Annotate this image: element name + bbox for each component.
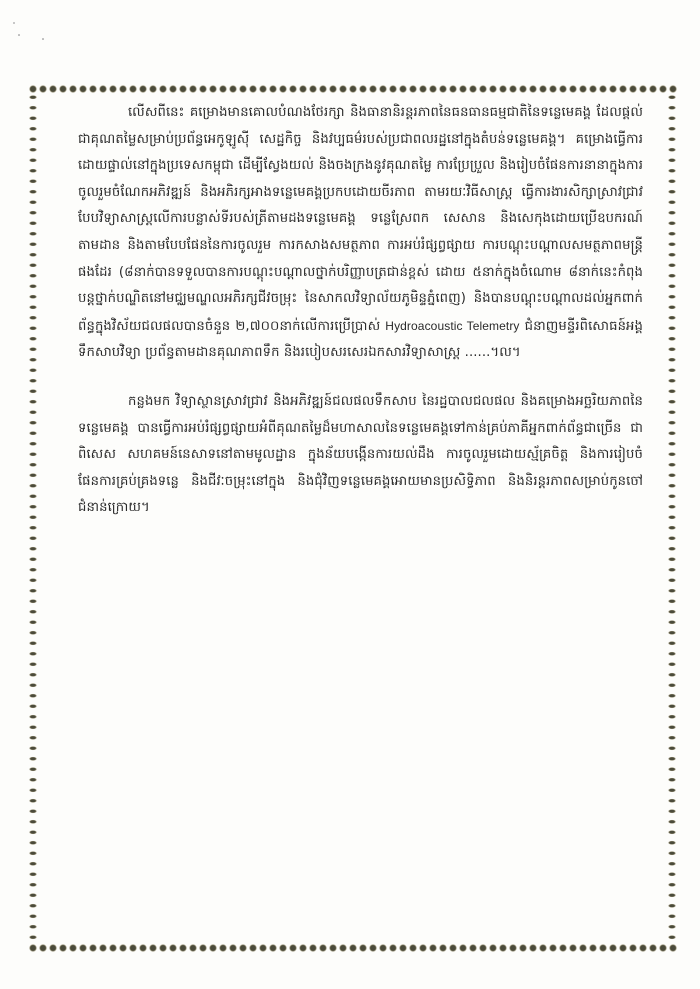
paragraph-1: [78, 100, 643, 367]
decorative-border-right: [666, 92, 678, 944]
scan-speck: [18, 34, 20, 36]
paragraph-1-text: លើសពីនេះ គម្រោងមានគោលបំណងថែរក្សា និងធានានិរន្តរភាពនៃធនធានធម្មជាតិនៃទន្លេមេគង្គ ដែលផ្តល់ជាគុណតម្លៃសម្រាប់ប្រព័ន្ធអេកូឡូស៊ី សេដ្ឋកិច្ច និងវប្បធម៌របស់ប្រជាពលរដ្ឋនៅក្នុងតំបន់ទន្លេមេគង្គ។ គម្រោងធ្វើការដោយផ្ទាល់នៅក្នុងប្រទេសកម្ពុជា ដើម្បីស្វែងយល់ និងចងក្រងនូវគុណតម្លៃ ការប្រែប្រួល និងរៀបចំផែនការនានាក្នុងការចូលរួមចំណែកអភិវឌ្ឍន៍ និងអភិរក្សអាងទន្លេមេគង្គប្រកបដោយចីរភាព តាមរយៈវិធីសាស្ត្រ ធ្វើការងារសិក្សាស្រាវជ្រាវបែបវិទ្យាសាស្ត្រលើការបន្លាស់ទីរបស់ត្រីតាមដងទន្លេមេគង្គ ទន្លេស្រែពក សេសាន និងសេកុងដោយប្រើឧបករណ៍តាមដាន និងតាមបែបផែននៃការចូលរួម ការកសាងសមត្ថភាព ការអប់រំផ្សព្វផ្សាយ ការបណ្តុះបណ្តាលសមត្ថភាពមន្ត្រីផងដែរ (៨នាក់បានទទួលបានការបណ្តុះបណ្តាលថ្នាក់បរិញ្ញាបត្រជាន់ខ្ពស់ ដោយ ៥នាក់ក្នុងចំណោម ៨នាក់នេះកំពុងបន្តថ្នាក់បណ្ឌិតនៅមជ្ឈមណ្ឌលអភិរក្សជីវចម្រុះ នៃសាកលវិទ្យាល័យភូមិន្ទភ្នំពេញ) និងបានបណ្តុះបណ្តាលដល់អ្នកពាក់ព័ន្ធក្នុងវិស័យជលផលបានចំនួន ២,៧០០នាក់លើការប្រើប្រាស់: [78, 105, 643, 334]
scan-speck: [42, 38, 44, 40]
body-text: [78, 100, 643, 522]
paragraph-2: [78, 389, 643, 522]
scan-speck: [13, 22, 15, 24]
decorative-border-bottom: [28, 943, 678, 953]
paragraph-1-latin-term: Hydroacoustic Telemetry: [385, 318, 520, 333]
decorative-border-left: [27, 92, 39, 944]
paragraph-1-text-end: ជំនាញមន្ទីរពិសោធន៍អង្គទឹកសាបវិទ្យា ប្រព័ន្ធតាមដានគុណភាពទឹក និងរបៀបសរសេរឯកសារវិទ្យាសាស្ត្រ ......។ល។: [78, 318, 643, 361]
paragraph-2-text: កន្លងមក វិទ្យាស្ថានស្រាវជ្រាវ និងអភិវឌ្ឍន៍ជលផលទឹកសាប នៃរដ្ឋបាលជលផល និងគម្រោងអច្ឆរិយភាពនៃទន្លេមេគង្គ បានធ្វើការអប់រំផ្សព្វផ្សាយអំពីគុណតម្លៃដ៏មហាសាលនៃទន្លេមេគង្គទៅកាន់គ្រប់ភាគីអ្នកពាក់ព័ន្ធជាច្រើន ជាពិសេស សហគមន៍នេសាទនៅតាមមូលដ្ឋាន ក្នុងន័យបង្កើនការយល់ដឹង ការចូលរួមដោយស្ម័គ្រចិត្ត និងការរៀបចំផែនការគ្រប់គ្រងទន្លេ និងជីវៈចម្រុះនៅក្នុង និងជុំវិញទន្លេមេគង្គអោយមានប្រសិទ្ធិភាព និងនិរន្តរភាពសម្រាប់កូនចៅជំនាន់ក្រោយ។: [78, 393, 643, 516]
decorative-border-top: [28, 84, 678, 94]
